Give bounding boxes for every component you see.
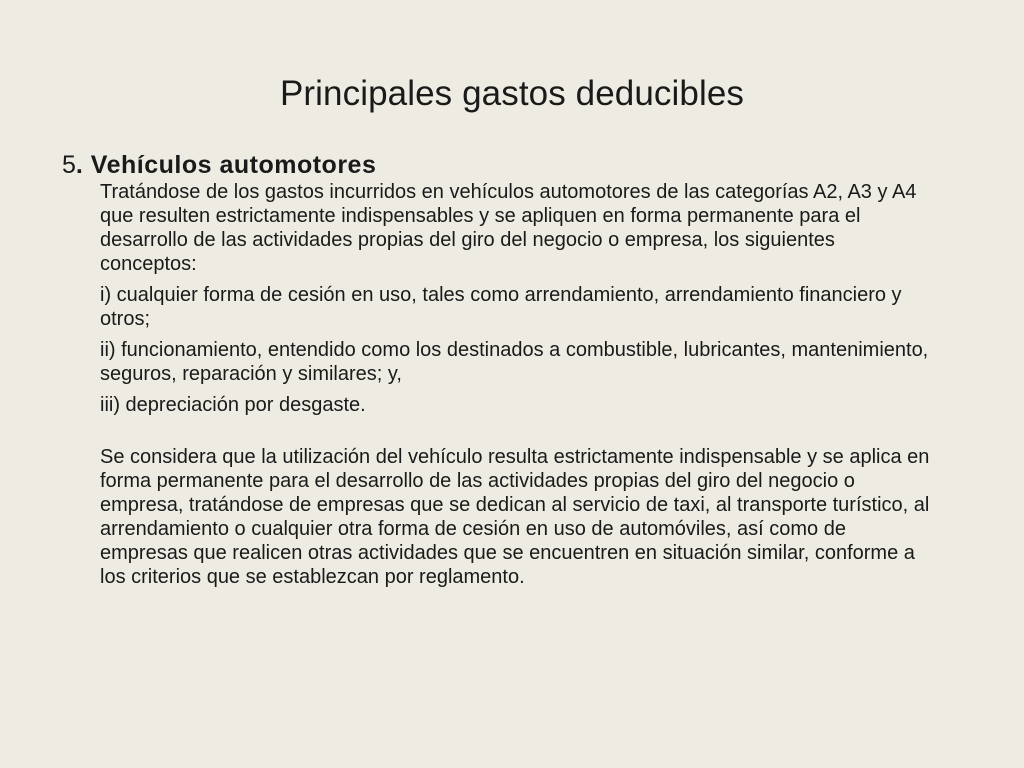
concept-item-iii: iii) depreciación por desgaste.: [100, 394, 366, 416]
slide-title: Principales gastos deducibles: [279, 74, 744, 113]
section-heading: [62, 150, 942, 180]
intro-paragraph: Tratándose de los gastos incurridos en vehículos automotores de las categorías A2, A3 y A4 que resulten estrictamente indispensables y se apliquen en forma permanente para el desarrollo de las actividades propias del giro del negocio o empresa, los siguientes conceptos:: [100, 181, 917, 275]
section-number: 5: [62, 151, 76, 179]
section-body: [100, 180, 930, 589]
concept-item-ii: ii) funcionamiento, entendido como los destinados a combustible, lubricantes, mantenimiento, seguros, reparación y similares; y,: [100, 339, 929, 385]
closing-paragraph: Se considera que la utilización del vehículo resulta estrictamente indispensable y se aplica en forma permanente para el desarrollo de las actividades propias del giro del negocio o empresa, tratándose de empresas que se dedican al servicio de taxi, al transporte turístico, al arrendamiento o cualquier otra forma de cesión en uso de automóviles, así como de empresas que realicen otras actividades que se encuentren en situación similar, conforme a los criterios que se establezcan por reglamento.: [100, 446, 930, 588]
slide-content: [62, 150, 942, 596]
section-title: . Vehículos automotores: [75, 151, 377, 179]
concept-item-i: i) cualquier forma de cesión en uso, tales como arrendamiento, arrendamiento financiero y otros;: [100, 284, 902, 330]
